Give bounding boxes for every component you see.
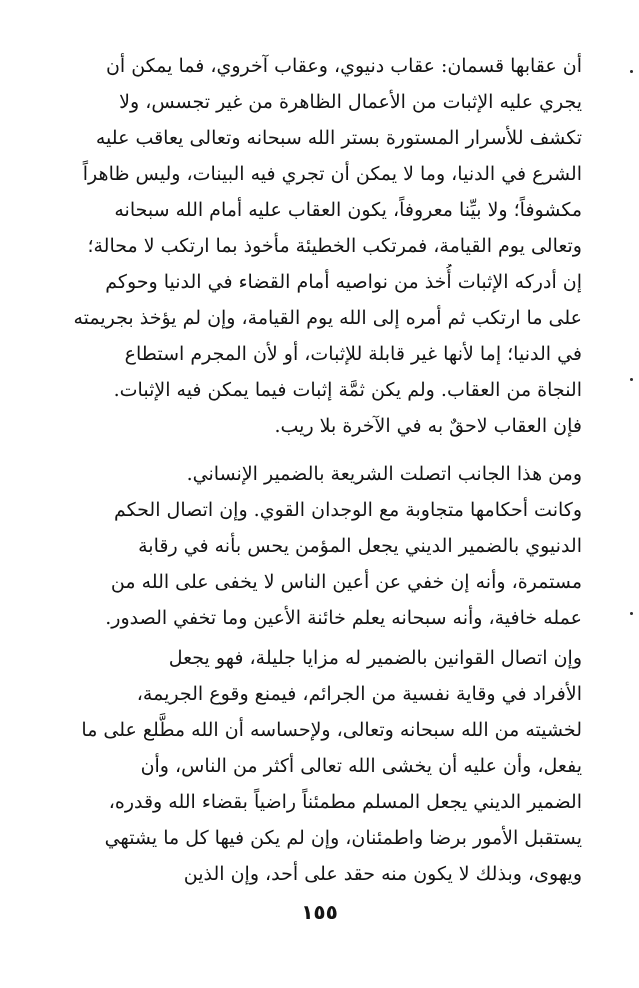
paragraph-3 <box>62 640 582 892</box>
text-line: وإن اتصال القوانين بالضمير له مزايا جليلة، فهو يجعل <box>168 647 582 669</box>
text-line: النجاة من العقاب. ولم يكن ثمَّة إثبات فيما يمكن فيه الإثبات. <box>113 379 582 401</box>
scan-speck <box>630 378 633 381</box>
text-line: وكانت أحكامها متجاوبة مع الوجدان القوي. وإن اتصال الحكم <box>114 499 582 521</box>
text-line: على ما ارتكب ثم أمره إلى الله يوم القيامة، وإن لم يؤخذ بجريمته <box>73 307 582 329</box>
paragraph-1 <box>62 48 582 444</box>
page-number: ١٥٥ <box>301 900 338 924</box>
text-line: وتعالى يوم القيامة، فمرتكب الخطيئة مأخوذ بما ارتكب لا محالة؛ <box>87 235 582 257</box>
text-line: ويهوى، وبذلك لا يكون منه حقد على أحد، وإن الذين <box>183 863 582 885</box>
scan-speck <box>630 70 633 73</box>
text-line: الأفراد في وقاية نفسية من الجرائم، فيمنع وقوع الجريمة، <box>136 683 582 705</box>
text-line: إن أدركه الإثبات أُخذ من نواصيه أمام القضاء في الدنيا وحوكم <box>105 271 582 293</box>
paragraph-2 <box>62 456 582 636</box>
text-line: أن عقابها قسمان: عقاب دنيوي، وعقاب آخروي، فما يمكن أن <box>105 55 582 77</box>
text-line: لخشيته من الله سبحانه وتعالى، ولإحساسه أن الله مطَّلع على ما <box>81 719 582 741</box>
text-line: فإن العقاب لاحقٌ به في الآخرة بلا ريب. <box>274 415 582 437</box>
text-line: ومن هذا الجانب اتصلت الشريعة بالضمير الإنساني. <box>186 463 582 485</box>
text-line: يفعل، وأن عليه أن يخشى الله تعالى أكثر من الناس، وأن <box>140 755 582 777</box>
text-line: مستمرة، وأنه إن خفي عن أعين الناس لا يخفى على الله من <box>110 571 582 593</box>
text-line: عمله خافية، وأنه سبحانه يعلم خائنة الأعين وما تخفي الصدور. <box>105 607 582 629</box>
scan-speck <box>630 612 633 615</box>
text-line: الشرع في الدنيا، وما لا يمكن أن تجري فيه البينات، وليس ظاهراً <box>82 163 582 185</box>
text-line: الضمير الديني يجعل المسلم مطمئناً راضياً بقضاء الله وقدره، <box>108 791 582 813</box>
text-line: تكشف للأسرار المستورة بستر الله سبحانه وتعالى يعاقب عليه <box>95 127 582 149</box>
text-line: الدنيوي بالضمير الديني يجعل المؤمن يحس بأنه في رقابة <box>138 535 582 557</box>
text-line: يستقبل الأمور برضا واطمئنان، وإن لم يكن فيها كل ما يشتهي <box>104 827 582 849</box>
text-line: يجري عليه الإثبات من الأعمال الظاهرة من غير تجسس، ولا <box>119 91 582 113</box>
text-line: مكشوفاً؛ ولا بيِّنا معروفاً، يكون العقاب عليه أمام الله سبحانه <box>114 199 582 221</box>
text-line: في الدنيا؛ إما لأنها غير قابلة للإثبات، أو لأن المجرم استطاع <box>124 343 582 365</box>
